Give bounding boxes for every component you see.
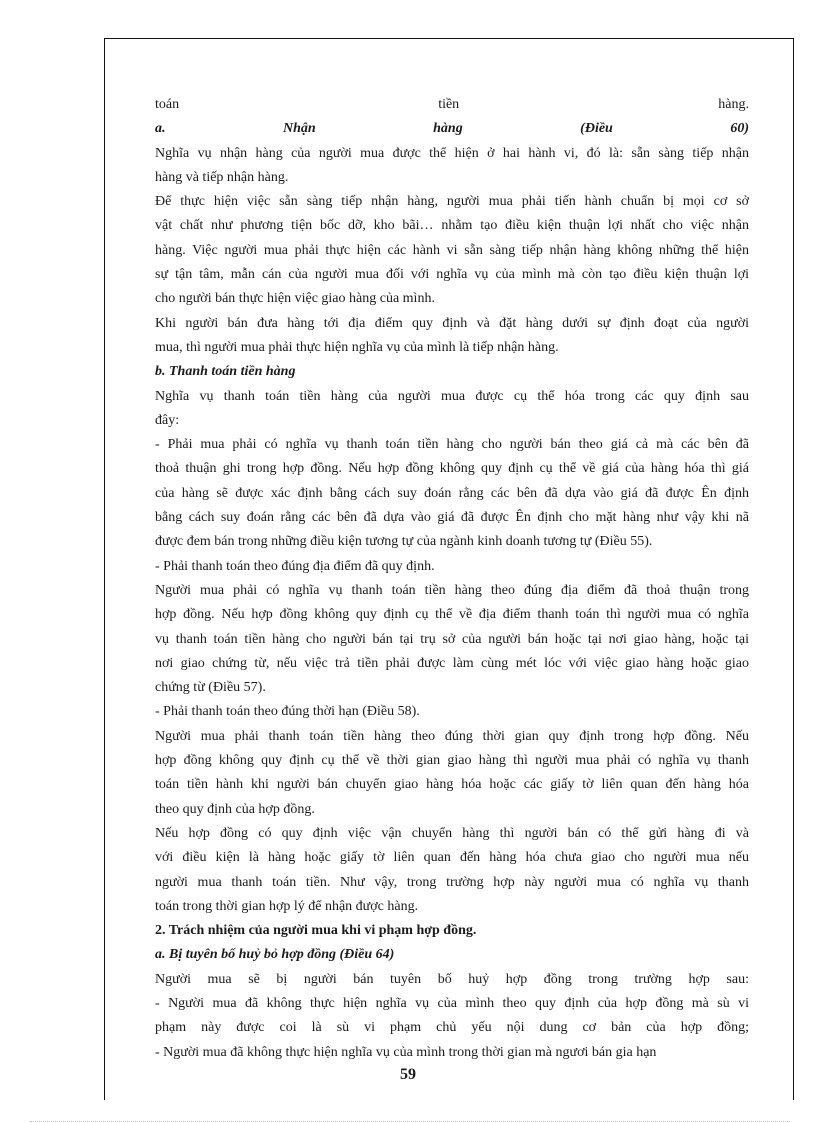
document-body xyxy=(155,93,749,1065)
paragraph-line: hàng và tiếp nhận hàng. xyxy=(155,169,289,185)
paragraph-line: vật chất như phương tiện bốc dỡ, kho bãi… nhằm tạo điều kiện thuận lợi nhất cho việc nhận xyxy=(155,218,749,234)
paragraph-line: mua, thì người mua phải thực hiện nghĩa vụ của mình là tiếp nhận hàng. xyxy=(155,339,559,355)
paragraph-line: nơi giao chứng từ, nếu việc trả tiền phải được làm cùng mét lóc với việc giao hàng hoặc giao xyxy=(155,655,749,671)
paragraph-line: vụ thanh toán tiền hàng cho người bán tại trụ sở của người bán hoặc tại nơi giao hàng, hoặc tại xyxy=(155,631,749,647)
word: hàng. xyxy=(718,97,749,112)
paragraph-line: Để thực hiện việc sẵn sàng tiếp nhận hàng, người mua phải tiến hành chuẩn bị mọi cơ sở xyxy=(155,194,749,210)
word: Nhận xyxy=(282,121,316,137)
paragraph-line: phạm này được coi là sù vi phạm chủ yếu nội dung cơ bản của hợp đồng; xyxy=(155,1020,749,1036)
word: hàng xyxy=(433,121,463,137)
section-heading: 2. Trách nhiệm của người mua khi vi phạm hợp đồng. xyxy=(155,923,477,939)
section-heading: a. Bị tuyên bố huỷ bỏ hợp đồng (Điều 64) xyxy=(155,947,395,963)
paragraph-line: thoả thuận ghi trong hợp đồng. Nếu hợp đồng không quy định cụ thể về giá của hàng hóa thì giá xyxy=(155,461,749,477)
paragraph-line: - Người mua đã không thực hiện nghĩa vụ của mình theo quy định của hợp đồng mà sù vi xyxy=(155,995,749,1011)
section-heading: b. Thanh toán tiền hàng xyxy=(155,364,296,380)
paragraph-line: toán trong thời gian hợp lý để nhận được hàng. xyxy=(155,898,419,914)
paragraph-line: hợp đồng không quy định cụ thể về thời gian giao hàng thì người mua phải có nghĩa vụ thanh xyxy=(155,753,749,769)
paragraph-line: Nghĩa vụ thanh toán tiền hàng của người mua được cụ thể hóa trong các quy định sau xyxy=(155,388,749,404)
paragraph-line: hợp đồng. Nếu hợp đồng không quy định cụ thể về địa điểm thanh toán thì người mua có nghĩa xyxy=(155,607,749,623)
paragraph-line: của hàng sẽ được xác định bằng cách suy đoán rằng các bên đã dựa vào giá đã được Ên định xyxy=(155,485,749,501)
word: (Điều xyxy=(580,121,613,137)
paragraph-line: Người mua phải có nghĩa vụ thanh toán tiền hàng theo đúng địa điểm đã thoả thuận trong xyxy=(155,582,749,598)
paragraph-line: Nghĩa vụ nhận hàng của người mua được thể hiện ở hai hành vi, đó là: sẵn sàng tiếp nhận xyxy=(155,145,749,161)
paragraph-line: bằng cách suy đoán rằng các bên đã dựa vào giá đã được Ên định cho mặt hàng như vậy khi nã xyxy=(155,510,749,526)
paragraph-line: Khi người bán đưa hàng tới địa điểm quy định và đặt hàng dưới sự định đoạt của người xyxy=(155,315,749,331)
paragraph-line: - Phải thanh toán theo đúng địa điểm đã quy định. xyxy=(155,558,435,574)
word: toán xyxy=(155,97,180,112)
paragraph-line: theo quy định của hợp đồng. xyxy=(155,801,315,817)
paragraph-line: cho người bán thực hiện việc giao hàng của mình. xyxy=(155,291,435,307)
page-bottom-rule xyxy=(30,1121,790,1122)
section-heading xyxy=(155,117,749,141)
paragraph-line: - Phải mua phải có nghĩa vụ thanh toán tiền hàng cho người bán theo giá cả mà các bên đã xyxy=(155,437,749,453)
paragraph-line: Người mua sẽ bị người bán tuyên bố huỷ hợp đồng trong trường hợp sau: xyxy=(155,971,749,987)
paragraph-line: chứng từ (Điều 57). xyxy=(155,680,266,696)
paragraph-line: toán tiền hành khi người bán chuyển giao hàng hóa hoặc các giấy tờ liên quan đến hàng hóa xyxy=(155,777,749,793)
word: tiền xyxy=(438,97,460,112)
paragraph-line: được đem bán trong những điều kiện tương tự của ngành kinh doanh tương tự (Điều 55). xyxy=(155,534,653,550)
paragraph-line: người mua thanh toán tiền. Như vậy, trong trường hợp này người mua có nghĩa vụ thanh xyxy=(155,874,749,890)
paragraph-line: hàng. Việc người mua phải thực hiện các hành vi sẵn sàng tiếp nhận hàng không những thể hiện xyxy=(155,242,749,258)
paragraph-line: - Người mua đã không thực hiện nghĩa vụ của mình trong thời gian mà ngươi bán gia hạn xyxy=(155,1044,657,1060)
paragraph-line: sự tận tâm, mẫn cán của người mua đối với nghĩa vụ của mình mà còn tạo điều kiện thuận lợi xyxy=(155,267,749,283)
text-line xyxy=(155,93,749,117)
word: a. xyxy=(155,121,166,137)
page-number: 59 xyxy=(400,1066,416,1083)
word: 60) xyxy=(730,121,749,137)
paragraph-line: đây: xyxy=(155,412,180,428)
paragraph-line: Người mua phải thanh toán tiền hàng theo đúng thời gian quy định trong hợp đồng. Nếu xyxy=(155,728,749,744)
paragraph-line: - Phải thanh toán theo đúng thời hạn (Điều 58). xyxy=(155,704,420,720)
paragraph-line: với điều kiện là hàng hoặc giấy tờ liên quan đến hàng hóa chưa giao cho người mua nếu xyxy=(155,850,749,866)
paragraph-line: Nếu hợp đồng có quy định việc vận chuyển hàng thì người bán có thể gửi hàng đi và xyxy=(155,825,749,841)
